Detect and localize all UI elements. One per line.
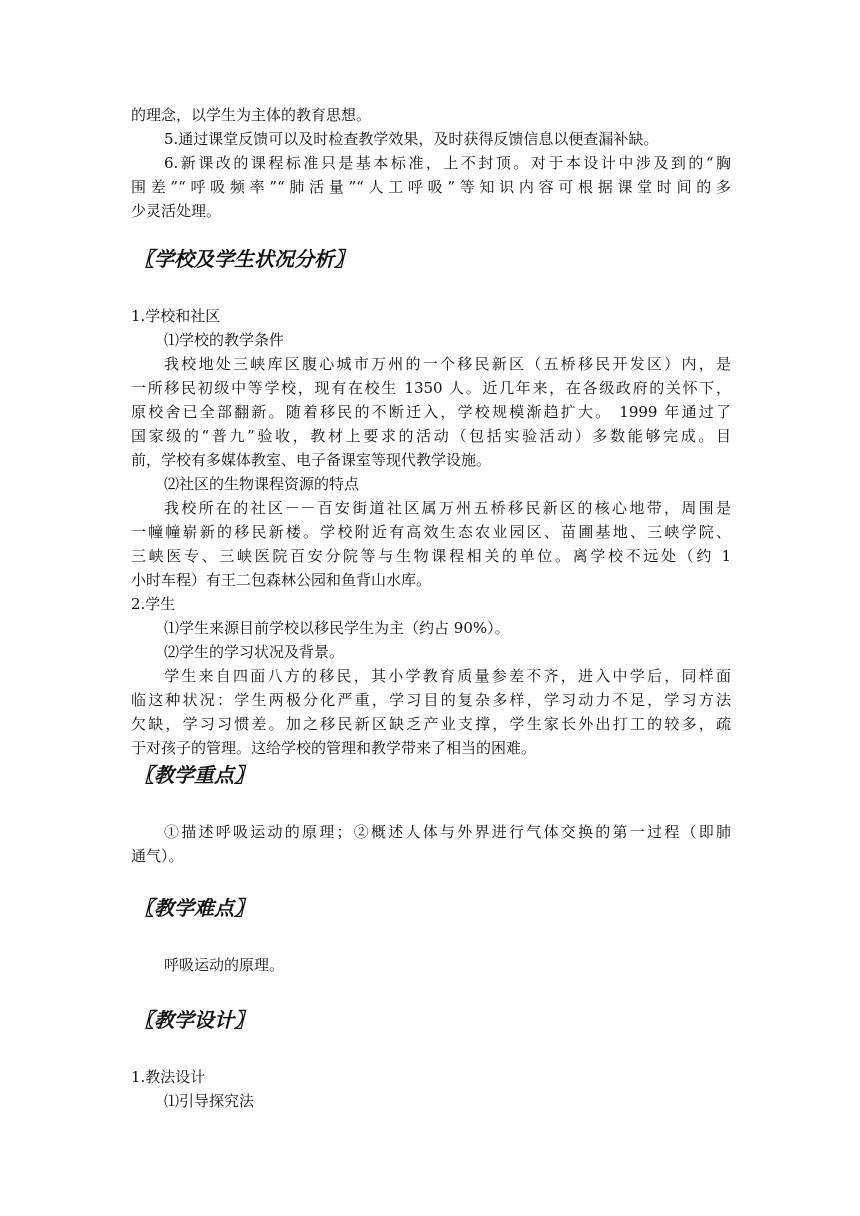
paragraph-line: 国家级的“普九”验收，教材上要求的活动（包括实验活动）多数能够完成。目 bbox=[131, 427, 731, 445]
paragraph-line: ①描述呼吸运动的原理；②概述人体与外界进行气体交换的第一过程（即肺 bbox=[164, 823, 731, 841]
list-item: 1.学校和社区 bbox=[131, 307, 221, 325]
paragraph-line: 围差”“呼吸频率”“肺活量”“人工呼吸”等知识内容可根据课堂时间的多 bbox=[131, 178, 731, 196]
sub-item: ⑴引导探究法 bbox=[164, 1092, 255, 1110]
sub-item: ⑵学生的学习状况及背景。 bbox=[164, 643, 345, 661]
paragraph-line: 三峡医专、三峡医院百安分院等与生物课程相关的单位。离学校不远处（约 1 bbox=[131, 547, 731, 565]
paragraph-line: 6.新课改的课程标准只是基本标准，上不封顶。对于本设计中涉及到的“胸 bbox=[164, 154, 731, 172]
paragraph-line: 学生来自四面八方的移民，其小学教育质量参差不齐，进入中学后，同样面 bbox=[164, 667, 731, 685]
sub-item: ⑴学生来源目前学校以移民学生为主（约占 90%）。 bbox=[164, 619, 510, 637]
section-heading-design: 〖教学设计〗 bbox=[134, 1008, 254, 1032]
paragraph-line: 小时车程）有王二包森林公园和鱼背山水库。 bbox=[131, 571, 432, 589]
paragraph-line: 欠缺，学习习惯差。加之移民新区缺乏产业支撑，学生家长外出打工的较多，疏 bbox=[131, 715, 731, 733]
section-heading-key-points: 〖教学重点〗 bbox=[134, 763, 254, 787]
section-heading-difficult-points: 〖教学难点〗 bbox=[134, 896, 254, 920]
paragraph-line: 一所移民初级中等学校，现有在校生 1350 人。近几年来，在各级政府的关怀下， bbox=[131, 379, 731, 397]
sub-item: ⑴学校的教学条件 bbox=[164, 331, 285, 349]
paragraph-line: 的理念，以学生为主体的教育思想。 bbox=[131, 106, 372, 124]
paragraph-line: 我校所在的社区－－百安街道社区属万州五桥移民新区的核心地带，周围是 bbox=[164, 499, 731, 517]
paragraph-line: 通气）。 bbox=[131, 847, 184, 865]
paragraph-line: 呼吸运动的原理。 bbox=[164, 956, 285, 974]
paragraph-line: 临这种状况：学生两极分化严重，学习目的复杂多样，学习动力不足，学习方法 bbox=[131, 691, 731, 709]
list-item: 1.教法设计 bbox=[131, 1068, 206, 1086]
paragraph-line: 一幢幢崭新的移民新楼。学校附近有高效生态农业园区、苗圃基地、三峡学院、 bbox=[131, 523, 731, 541]
section-heading-school-analysis: 〖学校及学生状况分析〗 bbox=[134, 247, 354, 271]
paragraph-line: 前，学校有多媒体教室、电子备课室等现代教学设施。 bbox=[131, 451, 492, 469]
paragraph-line: 少灵活处理。 bbox=[131, 202, 222, 220]
paragraph-line: 5.通过课堂反馈可以及时检查教学效果，及时获得反馈信息以便查漏补缺。 bbox=[164, 130, 659, 148]
paragraph-line: 原校舍已全部翻新。随着移民的不断迁入，学校规模渐趋扩大。 1999 年通过了 bbox=[131, 403, 731, 421]
list-item: 2.学生 bbox=[131, 595, 176, 613]
paragraph-line: 我校地处三峡库区腹心城市万州的一个移民新区（五桥移民开发区）内，是 bbox=[164, 355, 731, 373]
sub-item: ⑵社区的生物课程资源的特点 bbox=[164, 475, 360, 493]
paragraph-line: 于对孩子的管理。这给学校的管理和教学带来了相当的困难。 bbox=[131, 739, 537, 757]
